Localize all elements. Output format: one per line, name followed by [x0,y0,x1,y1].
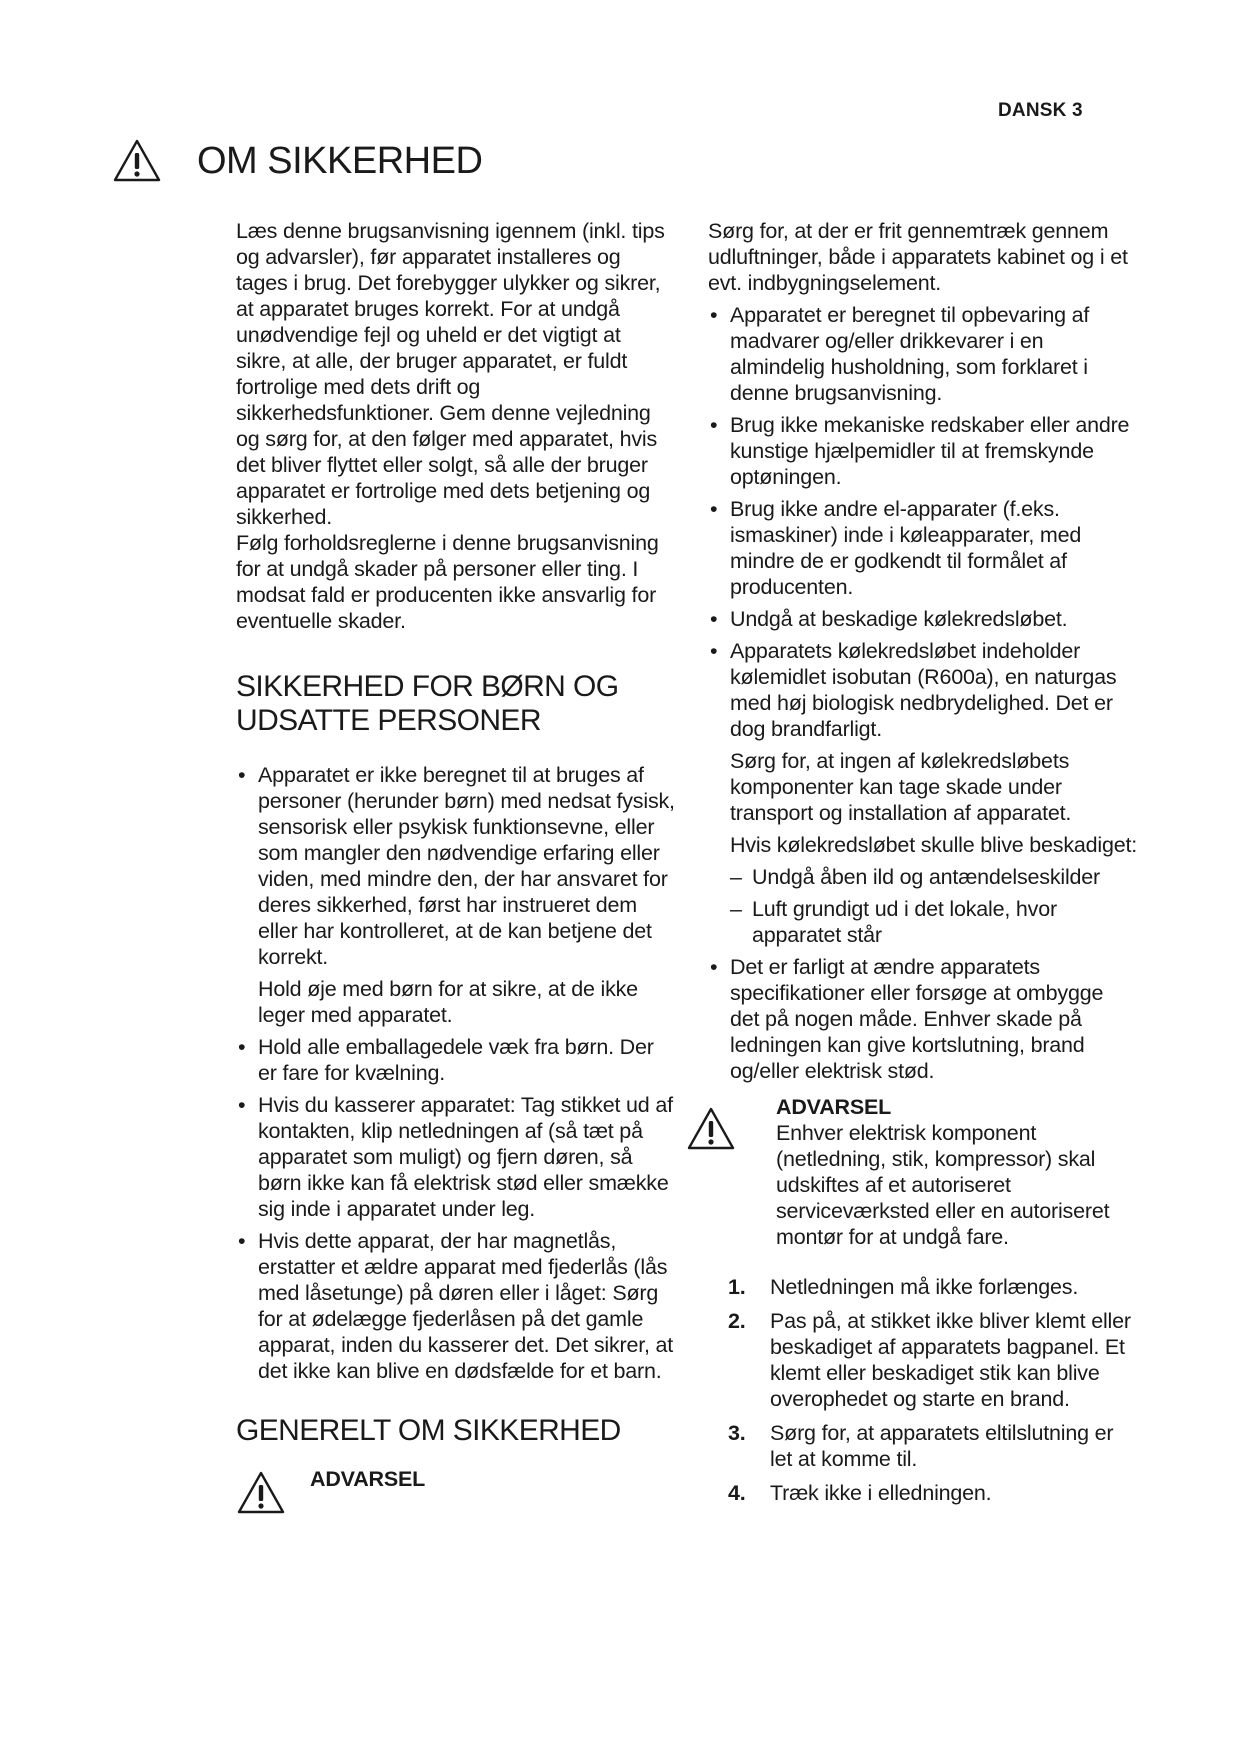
list-item [236,1034,676,1086]
children-safety-list [236,762,676,1384]
numbered-item-3: Sørg for, at apparatets eltilslutning er let at komme til. [770,1421,1114,1471]
list-item [236,1228,676,1384]
list-item [708,638,1138,948]
dash-item-2: – Luft grundigt ud i det lokale, hvor apparatet står [730,896,1138,948]
list-item [708,1274,1138,1300]
warning-triangle-icon [686,1106,736,1152]
general-safety-list [708,302,1138,1084]
general-item-5b: Sørg for, at ingen af kølekredsløbets komponenter kan tage skade under transport og installation af apparatet. [730,749,1072,825]
children-item-1: Apparatet er ikke beregnet til at bruges af personer (herunder børn) med nedsat fysisk, sensorisk eller psykisk funktionsevne, eller som mangler den nødvendige erfaring eller viden, med mindre den, der har ansvaret for deres sikkerhed, først har instrueret dem eller har kontrolleret, at de kan betjene det korrekt. [258,763,675,969]
general-item-6: Det er farligt at ændre apparatets specifikationer eller forsøge at ombygge det på nogen måde. Enhver skade på ledningen kan give kortslutning, brand og/eller elektrisk stød. [730,955,1104,1083]
children-item-1b: Hold øje med børn for at sikre, at de ikke leger med apparatet. [258,977,638,1027]
title-row [112,138,482,184]
list-item [236,1092,676,1222]
intro-paragraph-1: Læs denne brugsanvisning igennem (inkl. tips og advarsler), før apparatet installeres og tages i brug. Det forebygger ulykker og sikrer, at apparatet bruges korrekt. For at undgå unødvendige fejl og uheld er det vigtigt at sikre, at alle, der bruger apparatet, er fuldt fortrolige med dets drift og sikkerhedsfunktioner. Gem denne vejledning og sørg for, at den følger med apparatet, hvis det bliver flyttet eller solgt, så alle der bruger apparatet er fortrolige med dets betjening og sikkerhed. [236,219,665,529]
list-number: 2. [728,1309,746,1333]
children-item-3: Hvis du kasserer apparatet: Tag stikket ud af kontakten, klip netledningen af (så tæt på apparatet som muligt) og fjern døren, så børn ikke kan få elektrisk stød eller smække sig inde i apparatet under leg. [258,1093,673,1221]
numbered-item-4: Træk ikke i elledningen. [770,1481,992,1505]
children-item-2: Hold alle emballagedele væk fra børn. Der er fare for kvælning. [258,1035,654,1085]
general-item-1: Apparatet er beregnet til opbevaring af madvarer og/eller drikkevarer i en almindelig husholdning, som forklaret i denne brugsanvisning. [730,303,1090,405]
children-item-4: Hvis dette apparat, der har magnetlås, erstatter et ældre apparat med fjederlås (lås med låsetunge) på døren eller i låget: Sørg for at ødelægge fjederlåsen på det gamle apparat, inden du kasserer det. Det sikrer, at det ikke kan blive en dødsfælde for et barn. [258,1229,674,1383]
warning-block-right [686,1094,1138,1250]
numbered-item-1: Netledningen må ikke forlænges. [770,1275,1079,1299]
heading-general-safety: GENERELT OM SIKKERHED [236,1414,621,1447]
general-item-5c: Hvis kølekredsløbet skulle blive beskadiget: [730,833,1138,857]
general-item-2: Brug ikke mekaniske redskaber eller andre kunstige hjælpemidler til at fremskynde optøningen. [730,413,1130,489]
numbered-item-2: Pas på, at stikket ikke bliver klemt eller beskadiget af apparatets bagpanel. Et klemt eller beskadiget stik kan blive overophedet og starte en brand. [770,1309,1131,1411]
list-item [236,762,676,1028]
page-label: DANSK 3 [998,100,1083,121]
warning-block-left [236,1466,676,1516]
general-item-4: Undgå at beskadige kølekredsløbet. [730,607,1068,631]
ventilation-paragraph: Sørg for, at der er frit gennemtræk gennem udluftninger, både i apparatets kabinet og i et evt. indbygningselement. [708,219,1128,295]
list-number: 1. [728,1275,746,1299]
warning-body-right: Enhver elektrisk komponent (netledning, stik, kompressor) skal udskiftes af et autoriseret serviceværksted eller en autoriseret montør for at undgå fare. [776,1121,1110,1249]
list-item [708,1308,1138,1412]
list-item [708,606,1138,632]
warning-label-left: ADVARSEL [310,1467,426,1491]
list-item [708,954,1138,1084]
list-number: 4. [728,1481,746,1505]
left-column [236,218,676,1516]
list-number: 3. [728,1421,746,1445]
general-item-5: Apparatets kølekredsløbet indeholder kølemidlet isobutan (R600a), en naturgas med høj biologisk nedbrydelighed. Det er dog brandfarligt. [730,639,1117,741]
warning-text-left [310,1466,425,1492]
list-item [708,1480,1138,1506]
page-title: OM SIKKERHED [197,139,483,182]
warning-triangle-icon [236,1470,286,1516]
list-item [708,1420,1138,1472]
numbered-list [708,1274,1138,1506]
right-column [708,218,1138,1514]
list-item [708,302,1138,406]
heading-children-safety: SIKKERHED FOR BØRN OG UDSATTE PERSONER [236,670,619,737]
list-item [708,412,1138,490]
dash-item-1: – Undgå åben ild og antændelseskilder [730,864,1138,890]
intro-paragraph-2: Følg forholdsreglerne i denne brugsanvisning for at undgå skader på personer eller ting. I modsat fald er producenten ikke ansvarlig for eventuelle skader. [236,531,659,633]
warning-text-right [776,1094,1116,1250]
list-item [708,496,1138,600]
general-item-3: Brug ikke andre el-apparater (f.eks. ismaskiner) inde i køleapparater, med mindre de er godkendt til formålet af producenten. [730,497,1082,599]
warning-triangle-icon [112,138,162,184]
warning-label-right: ADVARSEL [776,1095,892,1119]
